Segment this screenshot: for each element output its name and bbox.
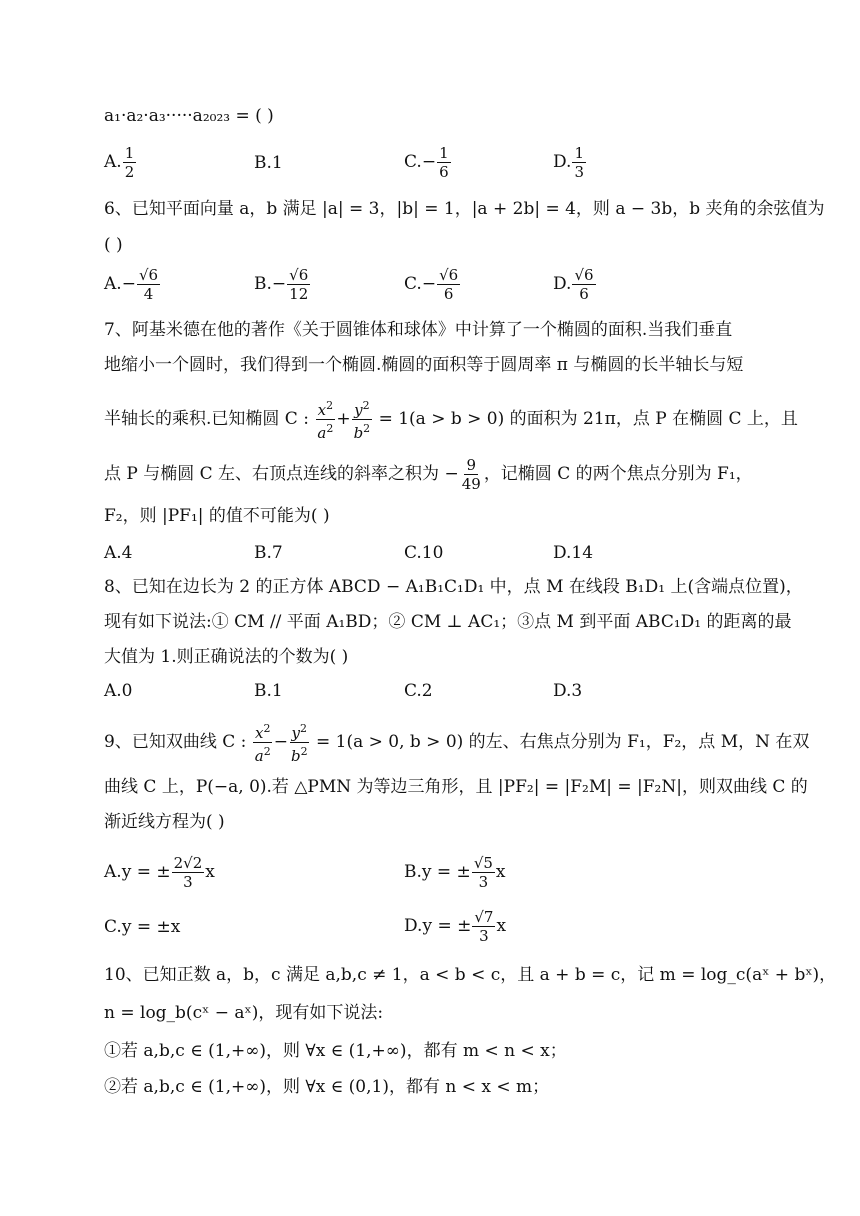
q5-option-d[interactable]: D. $\frac{1}{3}$ — [553, 144, 584, 181]
q8-option-a[interactable]: A.0 — [104, 681, 133, 701]
q7-line-1: 7、阿基米德在他的著作《关于圆锥体和球体》中计算了一个椭圆的面积.当我们垂直 — [104, 320, 733, 340]
q6-option-b[interactable]: B.− $\frac{√6}{12}$ — [254, 266, 309, 303]
q7-line-2: 地缩小一个圆时，我们得到一个椭圆.椭圆的面积等于圆周率 π 与椭圆的长半轴长与短 — [104, 355, 744, 375]
q9-line-1: 9、已知双曲线 C : $\frac{x^2}{a^2}$ − $\frac{y^2}{b^2}$ = 1(a > 0, b > 0) 的左、右焦点分别为 F₁，F₂，点 M，N 在双 — [104, 722, 810, 765]
q6-option-c[interactable]: C.− $\frac{√6}{6}$ — [404, 266, 459, 303]
q6-line-1: 6、已知平面向量 a，b 满足 |a| = 3，|b| = 1，|a + 2b| = 4，则 a − 3b，b 夹角的余弦值为 — [104, 199, 825, 219]
q9-option-c[interactable]: C.y = ±x — [104, 917, 181, 937]
q8-line-1: 8、已知在边长为 2 的正方体 ABCD − A₁B₁C₁D₁ 中，点 M 在线段 B₁D₁ 上(含端点位置)， — [104, 577, 803, 597]
q9-option-d[interactable]: D.y = ± $\frac{√7}{3}$ x — [404, 908, 507, 945]
q9-line-2: 曲线 C 上，P(−a, 0).若 △PMN 为等边三角形，且 |PF₂| = |F₂M| = |F₂N|，则双曲线 C 的 — [104, 777, 808, 797]
q10-line-1: 10、已知正数 a，b，c 满足 a,b,c ≠ 1，a < b < c，且 a + b = c，记 m = log_c(aˣ + bˣ)， — [104, 965, 837, 985]
q7-option-b[interactable]: B.7 — [254, 543, 283, 563]
q6-option-a[interactable]: A.− $\frac{√6}{4}$ — [104, 266, 159, 303]
q8-line-3: 大值为 1.则正确说法的个数为( ) — [104, 647, 349, 667]
q7-line-3: 半轴长的乘积.已知椭圆 C : $\frac{x^2}{a^2}$ + $\frac{y^2}{b^2}$ = 1(a > b > 0) 的面积为 21π，点 P 在椭圆 C 上，且 — [104, 399, 798, 442]
q5-option-a[interactable]: A. $\frac{1}{2}$ — [104, 144, 135, 181]
q7-line-4: 点 P 与椭圆 C 左、右顶点连线的斜率之积为 − $\frac{9}{49}$ ，记椭圆 C 的两个焦点分别为 F₁， — [104, 456, 753, 493]
q8-option-c[interactable]: C.2 — [404, 681, 433, 701]
hyperbola-term-y: $\frac{y^2}{b^2}$ — [290, 722, 308, 765]
q9-line-3: 渐近线方程为( ) — [104, 812, 225, 832]
hyperbola-term-x: $\frac{x^2}{a^2}$ — [254, 722, 271, 765]
q7-line-5: F₂，则 |PF₁| 的值不可能为( ) — [104, 506, 330, 526]
q5-option-c[interactable]: C.− $\frac{1}{6}$ — [404, 144, 449, 181]
q7-option-a[interactable]: A.4 — [104, 543, 133, 563]
ellipse-term-y: $\frac{y^2}{b^2}$ — [353, 399, 371, 442]
q7-option-d[interactable]: D.14 — [553, 543, 594, 563]
q8-line-2: 现有如下说法:① CM // 平面 A₁BD；② CM ⊥ AC₁；③点 M 到平面 ABC₁D₁ 的距离的最 — [104, 612, 792, 632]
q6-line-2: ( ) — [104, 235, 123, 255]
q7-option-c[interactable]: C.10 — [404, 543, 444, 563]
q9-option-b[interactable]: B.y = ± $\frac{√5}{3}$ x — [404, 854, 506, 891]
ellipse-term-x: $\frac{x^2}{a^2}$ — [317, 399, 334, 442]
q5-option-b[interactable]: B.1 — [254, 153, 283, 173]
q10-line-4: ②若 a,b,c ∈ (1,+∞)，则 ∀x ∈ (0,1)，都有 n < x < m； — [104, 1077, 550, 1097]
q5-tail: a₁·a₂·a₃·····a₂₀₂₃ = ( ) — [104, 106, 274, 126]
q9-option-a[interactable]: A.y = ± $\frac{2√2}{3}$ x — [104, 854, 215, 891]
q10-line-2: n = log_b(cˣ − aˣ)，现有如下说法: — [104, 1003, 384, 1023]
q6-option-d[interactable]: D. $\frac{√6}{6}$ — [553, 266, 594, 303]
q8-option-b[interactable]: B.1 — [254, 681, 283, 701]
q10-line-3: ①若 a,b,c ∈ (1,+∞)，则 ∀x ∈ (1,+∞)，都有 m < n < x； — [104, 1041, 567, 1061]
q8-option-d[interactable]: D.3 — [553, 681, 583, 701]
